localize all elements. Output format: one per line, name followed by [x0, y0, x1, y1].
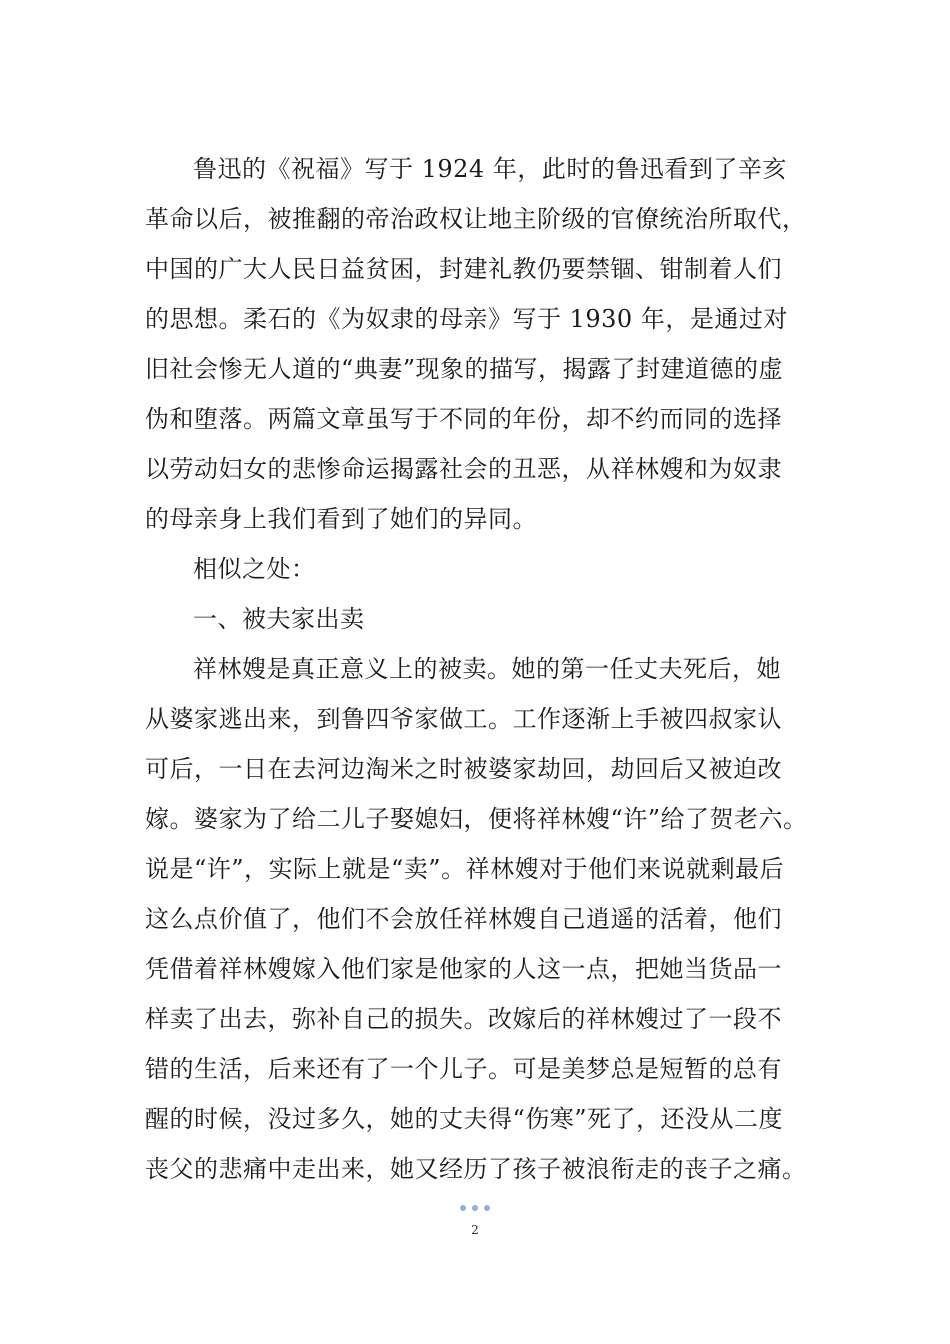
paragraph-line: 说是“许”，实际上就是“卖”。祥林嫂对于他们来说就剩最后 [145, 855, 785, 883]
subsection-heading: 一、被夫家出卖 [193, 605, 365, 633]
paragraph-line: 可后，一日在去河边淘米之时被婆家劫回，劫回后又被迫改 [145, 755, 782, 783]
paragraph-line: 的母亲身上我们看到了她们的异同。 [145, 505, 537, 533]
dot-icon [460, 1205, 466, 1211]
paragraph-line: 醒的时候，没过多久，她的丈夫得“伤寒”死了，还没从二度 [145, 1105, 784, 1133]
paragraph-line: 丧父的悲痛中走出来，她又经历了孩子被浪衔走的丧子之痛。 [145, 1155, 807, 1183]
section-heading: 相似之处： [193, 555, 316, 583]
paragraph-line: 中国的广大人民日益贫困，封建礼教仍要禁锢、钳制着人们 [145, 255, 782, 283]
page-footer [0, 1196, 950, 1237]
body-text [145, 144, 815, 1194]
paragraph-line: 从婆家逃出来，到鲁四爷家做工。工作逐渐上手被四叔家认 [145, 705, 782, 733]
paragraph-line: 旧社会惨无人道的“典妻”现象的描写，揭露了封建道德的虚 [145, 355, 784, 383]
paragraph-line: 以劳动妇女的悲惨命运揭露社会的丑恶，从祥林嫂和为奴隶 [145, 455, 782, 483]
dot-icon [472, 1205, 478, 1211]
paragraph-line: 错的生活，后来还有了一个儿子。可是美梦总是短暂的总有 [145, 1055, 782, 1083]
paragraph-line: 样卖了出去，弥补自己的损失。改嫁后的祥林嫂过了一段不 [145, 1005, 782, 1033]
paragraph-line: 革命以后，被推翻的帝治政权让地主阶级的官僚统治所取代， [145, 205, 807, 233]
footer-dots-icon [460, 1205, 490, 1211]
paragraph-line: 凭借着祥林嫂嫁入他们家是他家的人这一点，把她当货品一 [145, 955, 782, 983]
page-number: 2 [471, 1223, 479, 1237]
paragraph-line: 伪和堕落。两篇文章虽写于不同的年份，却不约而同的选择 [145, 405, 782, 433]
paragraph-line: 鲁迅的《祝福》写于 1924 年，此时的鲁迅看到了辛亥 [193, 155, 787, 183]
paragraph-line: 这么点价值了，他们不会放任祥林嫂自己逍遥的活着，他们 [145, 905, 782, 933]
paragraph-line: 的思想。柔石的《为奴隶的母亲》写于 1930 年，是通过对 [145, 305, 788, 333]
paragraph-line: 祥林嫂是真正意义上的被卖。她的第一任丈夫死后，她 [193, 655, 781, 683]
dot-icon [484, 1205, 490, 1211]
paragraph-line: 嫁。婆家为了给二儿子娶媳妇，便将祥林嫂“许”给了贺老六。 [145, 805, 808, 833]
